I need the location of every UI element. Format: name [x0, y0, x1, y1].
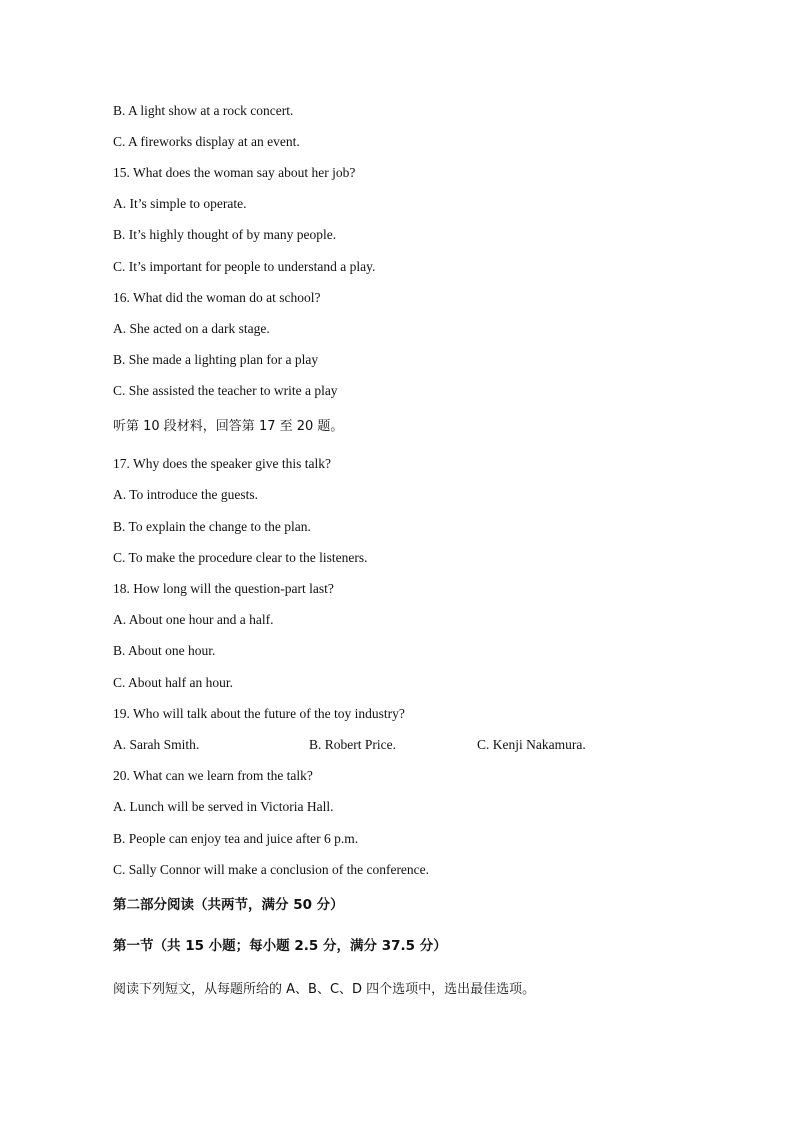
subsection-heading: 第一节（共 15 小题；每小题 2.5 分，满分 37.5 分） [113, 938, 447, 954]
q15-option-b: B. It’s highly thought of by many people. [113, 227, 337, 242]
listening-instruction: 听第 10 段材料，回答第 17 至 20 题。 [113, 419, 344, 434]
q20-option-b: B. People can enjoy tea and juice after 6 p.m. [113, 831, 359, 846]
q16-option-a: A. She acted on a dark stage. [113, 321, 270, 336]
q15-option-a: A. It’s simple to operate. [113, 196, 247, 211]
q17-option-c: C. To make the procedure clear to the listeners. [113, 550, 368, 565]
q16-option-b: B. She made a lighting plan for a play [113, 352, 319, 367]
q20-option-c: C. Sally Connor will make a conclusion of the conference. [113, 862, 430, 877]
q17-option-b: B. To explain the change to the plan. [113, 519, 311, 534]
reading-instruction: 阅读下列短文，从每题所给的 A、B、C、D 四个选项中，选出最佳选项。 [113, 982, 536, 997]
question-19: 19. Who will talk about the future of the toy industry? [113, 706, 405, 721]
q18-option-b: B. About one hour. [113, 643, 216, 658]
question-18: 18. How long will the question-part last? [113, 581, 334, 596]
q19-option-c: C. Kenji Nakamura. [477, 737, 586, 752]
q16-option-c: C. She assisted the teacher to write a play [113, 383, 338, 398]
q14-option-b: B. A light show at a rock concert. [113, 103, 294, 118]
q15-option-c: C. It’s important for people to understand a play. [113, 259, 376, 274]
question-17: 17. Why does the speaker give this talk? [113, 456, 331, 471]
q18-option-a: A. About one hour and a half. [113, 612, 274, 627]
q20-option-a: A. Lunch will be served in Victoria Hall. [113, 799, 334, 814]
question-15: 15. What does the woman say about her job? [113, 165, 356, 180]
q18-option-c: C. About half an hour. [113, 675, 233, 690]
q17-option-a: A. To introduce the guests. [113, 487, 259, 502]
q19-option-b: B. Robert Price. [309, 737, 396, 752]
q19-option-a: A. Sarah Smith. [113, 737, 200, 752]
question-16: 16. What did the woman do at school? [113, 290, 321, 305]
section-heading: 第二部分阅读（共两节，满分 50 分） [113, 897, 344, 913]
q14-option-c: C. A fireworks display at an event. [113, 134, 300, 149]
question-20: 20. What can we learn from the talk? [113, 768, 313, 783]
